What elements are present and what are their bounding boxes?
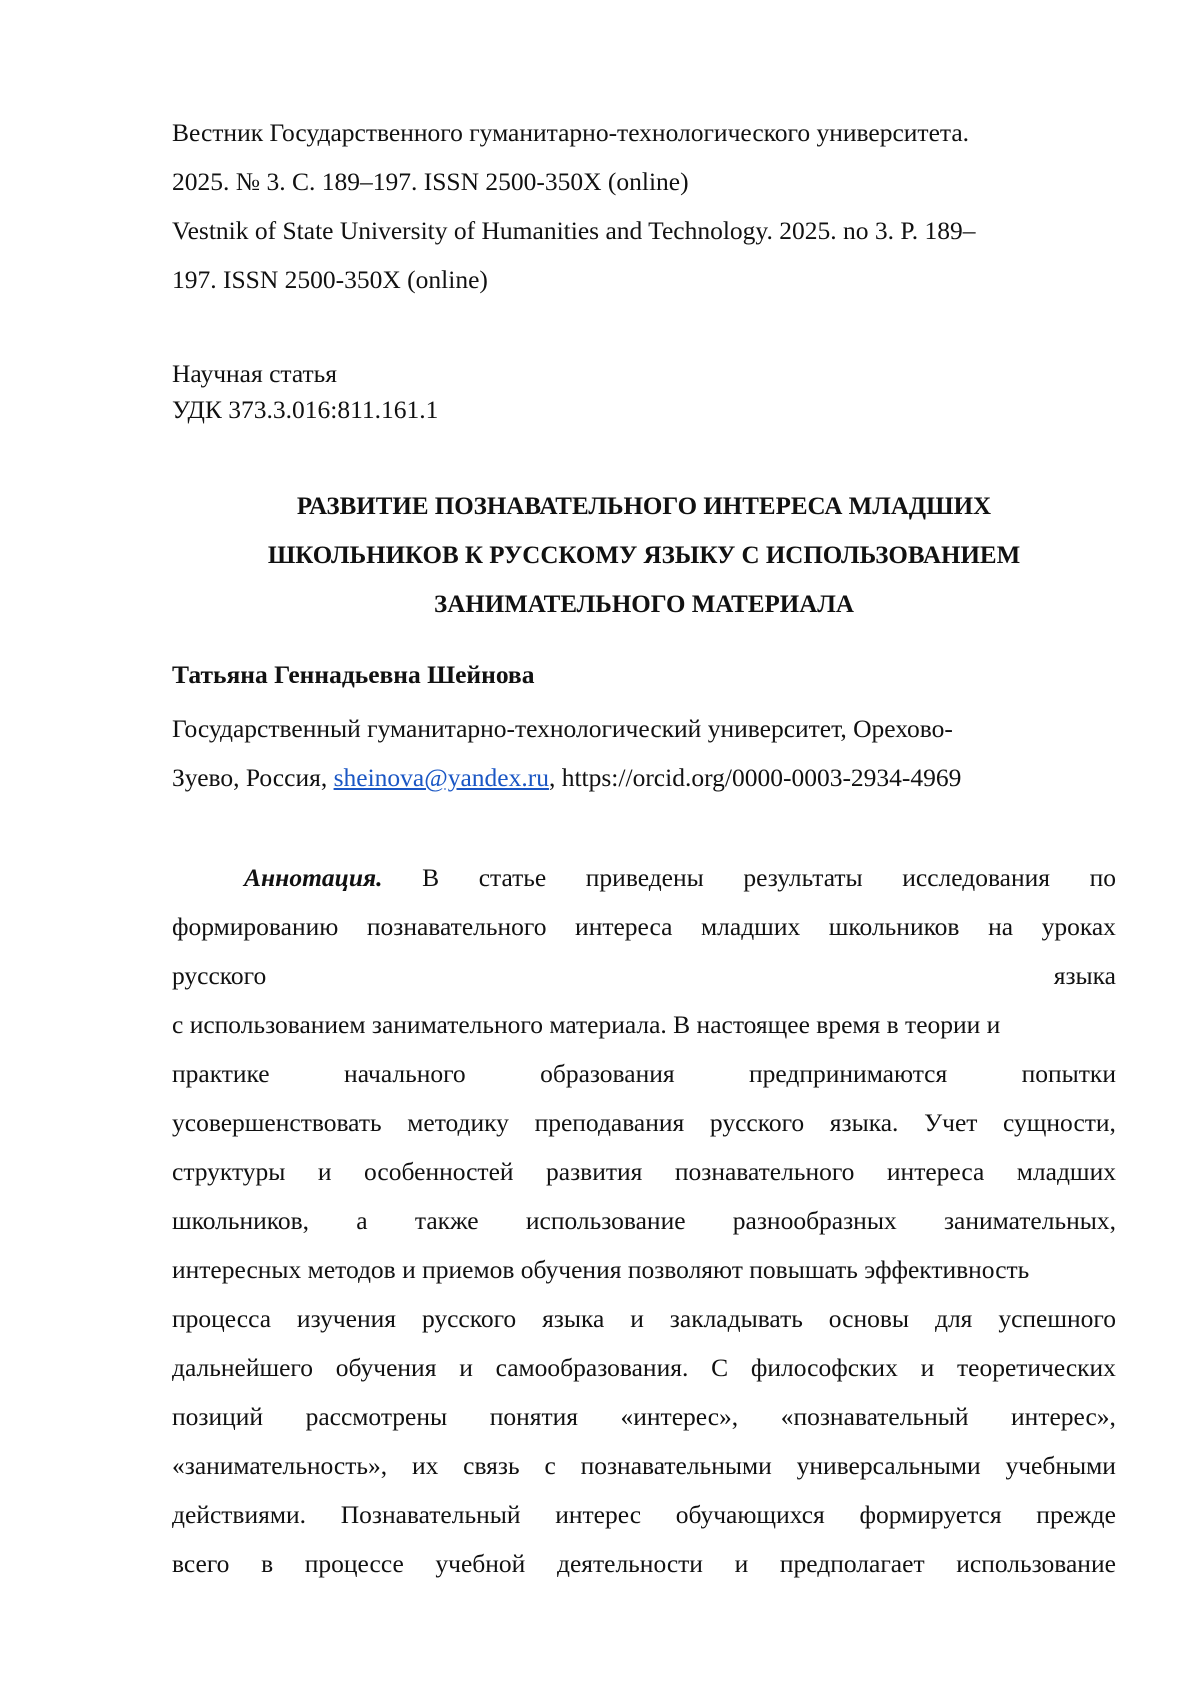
abstract-word: русского: [709, 1108, 805, 1137]
abstract-word: философских: [750, 1353, 898, 1382]
abstract-line: [172, 951, 1116, 1000]
abstract-word: языка: [542, 1304, 605, 1333]
abstract-word: предполагает: [779, 1549, 925, 1578]
affiliation-line-2: [172, 753, 1116, 802]
abstract-word: начального: [344, 1059, 466, 1088]
title-line-2: ШКОЛЬНИКОВ К РУССКОМУ ЯЗЫКУ С ИСПОЛЬЗОВАНИЕМ: [267, 542, 1021, 569]
abstract-word: дальнейшего: [172, 1353, 314, 1382]
article-title: [172, 482, 1116, 629]
abstract-word: русского: [172, 961, 267, 990]
header-line-4: 197. ISSN 2500-350X (online): [172, 265, 488, 294]
abstract-line: [172, 1049, 1116, 1098]
header-line-3: Vestnik of State University of Humanities and Technology. 2025. no 3. P. 189–: [172, 216, 976, 245]
abstract-label: Аннотация.: [244, 863, 383, 892]
abstract-word: обучения: [335, 1353, 437, 1382]
abstract-word: и: [459, 1353, 473, 1382]
author-name: [172, 650, 1116, 699]
affiliation-location: Зуево, Россия,: [172, 763, 334, 792]
abstract-line: [172, 902, 1116, 951]
abstract-word: на: [988, 912, 1014, 941]
article-meta: [172, 356, 1116, 428]
header-line-2: 2025. № 3. С. 189–197. ISSN 2500-350X (online): [172, 167, 689, 196]
abstract-word: процесса: [172, 1304, 272, 1333]
abstract-word: теоретических: [956, 1353, 1116, 1382]
journal-header: [172, 108, 1116, 304]
abstract-word: учебными: [1005, 1451, 1116, 1480]
abstract-line: [172, 1000, 1116, 1049]
abstract-word: и: [920, 1353, 935, 1382]
abstract-word: «познавательный: [780, 1402, 969, 1431]
abstract: [172, 853, 1116, 1588]
abstract-word: обучающихся: [675, 1500, 825, 1529]
abstract-word: рассмотрены: [305, 1402, 448, 1431]
abstract-word: приведены: [585, 863, 704, 892]
abstract-word: успешного: [998, 1304, 1116, 1333]
abstract-line: [172, 1147, 1116, 1196]
affiliation-orcid: , https://orcid.org/0000-0003-2934-4969: [548, 763, 962, 792]
abstract-word: разнообразных: [732, 1206, 897, 1235]
abstract-word: методику: [407, 1108, 509, 1137]
abstract-label-wrap: [172, 853, 383, 902]
abstract-line: [172, 853, 1116, 902]
abstract-word: изучения: [296, 1304, 397, 1333]
abstract-word: результаты: [743, 863, 863, 892]
abstract-word: познавательного: [674, 1157, 855, 1186]
abstract-word: Учет: [924, 1108, 978, 1137]
abstract-word: основы: [828, 1304, 910, 1333]
abstract-word: языка.: [829, 1108, 899, 1137]
abstract-line: [172, 1294, 1116, 1343]
abstract-word: и: [630, 1304, 644, 1333]
abstract-word: предпринимаются: [749, 1059, 948, 1088]
abstract-line: [172, 1392, 1116, 1441]
abstract-line: [172, 1196, 1116, 1245]
abstract-word: для: [934, 1304, 973, 1333]
abstract-word: структуры: [172, 1157, 286, 1186]
abstract-word: по: [1089, 863, 1116, 892]
abstract-word: также: [414, 1206, 479, 1235]
udc-code: УДК 373.3.016:811.161.1: [172, 395, 439, 424]
abstract-word: Познавательный: [340, 1500, 521, 1529]
abstract-line-text: с использованием занимательного материала. В настоящее время в теории и: [172, 1010, 1001, 1039]
abstract-word: младших: [1016, 1157, 1116, 1186]
abstract-line: [172, 1245, 1116, 1294]
abstract-word: с: [544, 1451, 556, 1480]
email-link[interactable]: sheinova@yandex.ru: [333, 763, 549, 792]
abstract-word: их: [411, 1451, 439, 1480]
abstract-word: процессе: [304, 1549, 404, 1578]
abstract-word: формированию: [172, 912, 339, 941]
abstract-word: самообразования.: [495, 1353, 689, 1382]
abstract-word: учебной: [435, 1549, 526, 1578]
abstract-word: закладывать: [669, 1304, 803, 1333]
abstract-word: интерес»,: [1011, 1402, 1116, 1431]
abstract-word: использование: [525, 1206, 686, 1235]
abstract-word: практике: [172, 1059, 270, 1088]
abstract-word: «интерес»,: [620, 1402, 739, 1431]
header-line-1: Вестник Государственного гуманитарно-технологического университета.: [172, 118, 970, 147]
abstract-word: связь: [463, 1451, 520, 1480]
abstract-word: русского: [421, 1304, 517, 1333]
abstract-word: развития: [546, 1157, 643, 1186]
abstract-word: всего: [172, 1549, 230, 1578]
abstract-word: и: [317, 1157, 332, 1186]
affiliation-line-1: Государственный гуманитарно-технологический университет, Орехово-: [172, 714, 953, 743]
abstract-word: исследования: [902, 863, 1050, 892]
affiliation: [172, 704, 1116, 802]
abstract-line: [172, 1098, 1116, 1147]
title-line-1: РАЗВИТИЕ ПОЗНАВАТЕЛЬНОГО ИНТЕРЕСА МЛАДШИХ: [296, 493, 992, 520]
abstract-line: [172, 1490, 1116, 1539]
abstract-word: С: [711, 1353, 729, 1382]
abstract-word: и: [734, 1549, 749, 1578]
abstract-word: позиций: [172, 1402, 264, 1431]
abstract-word: в: [261, 1549, 274, 1578]
abstract-word: а: [356, 1206, 368, 1235]
abstract-word: особенностей: [364, 1157, 514, 1186]
abstract-line-text: интересных методов и приемов обучения позволяют повышать эффективность: [172, 1255, 1030, 1284]
abstract-word: деятельности: [556, 1549, 703, 1578]
abstract-word: действиями.: [172, 1500, 306, 1529]
abstract-word: образования: [540, 1059, 675, 1088]
abstract-word: школьников,: [172, 1206, 310, 1235]
abstract-word: универсальными: [796, 1451, 981, 1480]
abstract-word: попытки: [1021, 1059, 1116, 1088]
abstract-word: интереса: [886, 1157, 985, 1186]
abstract-word: занимательных,: [943, 1206, 1116, 1235]
abstract-word: сущности,: [1003, 1108, 1116, 1137]
abstract-word: преподавания: [534, 1108, 685, 1137]
abstract-word: школьников: [828, 912, 960, 941]
abstract-word: интереса: [575, 912, 673, 941]
abstract-word: познавательного: [366, 912, 547, 941]
abstract-word: В: [422, 863, 440, 892]
title-line-3: ЗАНИМАТЕЛЬНОГО МАТЕРИАЛА: [434, 591, 854, 618]
abstract-word: младших: [701, 912, 801, 941]
abstract-word: усовершенствовать: [172, 1108, 382, 1137]
abstract-word: уроках: [1041, 912, 1116, 941]
abstract-line: [172, 1539, 1116, 1588]
abstract-word: прежде: [1036, 1500, 1116, 1529]
abstract-word: интерес: [555, 1500, 642, 1529]
abstract-word: понятия: [489, 1402, 578, 1431]
abstract-line: [172, 1343, 1116, 1392]
abstract-word: статье: [478, 863, 547, 892]
author-name-text: Татьяна Геннадьевна Шейнова: [172, 660, 535, 689]
abstract-word: формируется: [859, 1500, 1002, 1529]
abstract-word: познавательными: [580, 1451, 772, 1480]
article-type: Научная статья: [172, 359, 338, 388]
abstract-word: языка: [1053, 961, 1116, 990]
abstract-line: [172, 1441, 1116, 1490]
abstract-word: использование: [956, 1549, 1116, 1578]
abstract-word: «занимательность»,: [172, 1451, 388, 1480]
